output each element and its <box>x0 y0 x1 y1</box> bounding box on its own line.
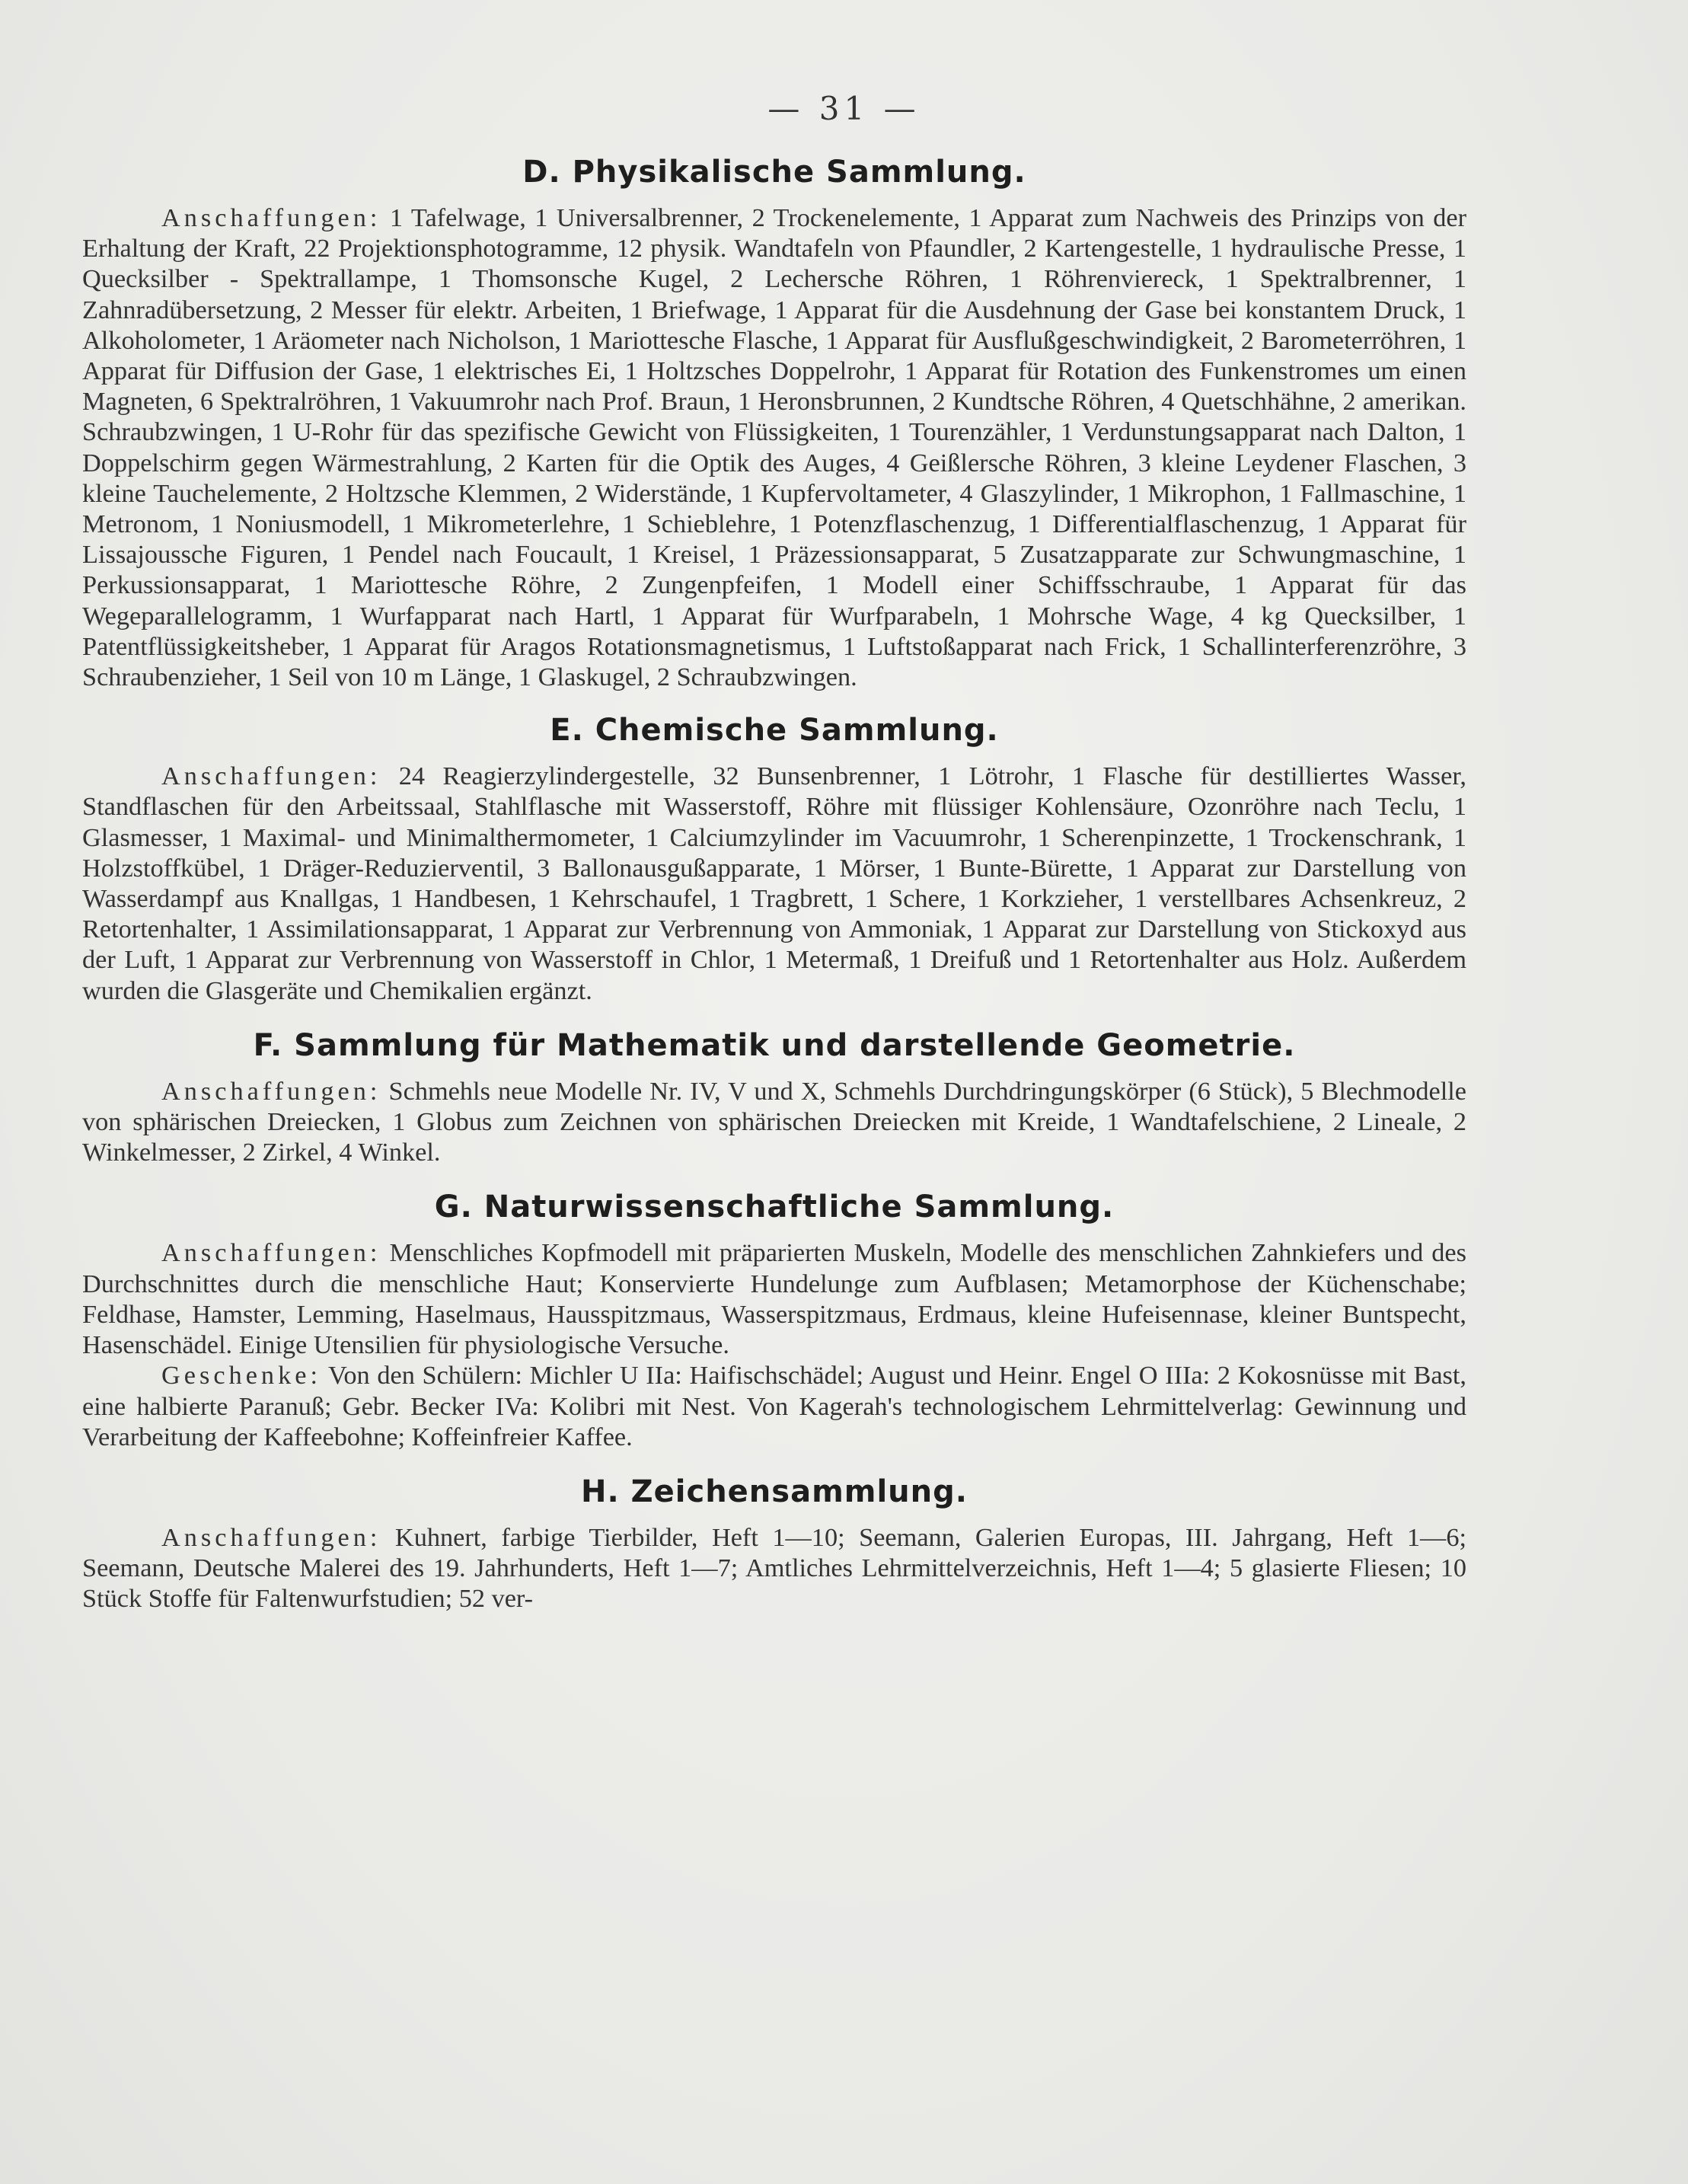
paragraph-text: 1 Tafelwage, 1 Universalbrenner, 2 Trockenelemente, 1 Apparat zum Nachweis des Prinzips von der Erhaltung der Kraft, 22 Projektionsphotogramme, 12 physik. Wandtafeln von Pfaundler, 2 Kartengestelle, 1 hydraulische Presse, 1 Quecksilber - Spektrallampe, 1 Thomsonsche Kugel, 2 Lechersche Röhren, 1 Röhrenviereck, 1 Spektralbrenner, 1 Zahnradübersetzung, 2 Messer für elektr. Arbeiten, 1 Briefwage, 1 Apparat für die Ausdehnung der Gase bei konstantem Druck, 1 Alkoholometer, 1 Aräometer nach Nicholson, 1 Mariottesche Flasche, 1 Apparat für Ausflußgeschwindigkeit, 2 Barometerröhren, 1 Apparat für Diffusion der Gase, 1 elektrisches Ei, 1 Holtzsches Doppelrohr, 1 Apparat für Rotation des Funkenstromes um einen Magneten, 6 Spektralröhren, 1 Vakuumrohr nach Prof. Braun, 1 Heronsbrunnen, 2 Kundtsche Röhren, 4 Quetschhähne, 2 amerikan. Schraubzwingen, 1 U-Rohr für das spezifische Gewicht von Flüssigkeiten, 1 Tourenzähler, 1 Verdunstungsapparat nach Dalton, 1 Doppelschirm gegen Wärmestrahlung, 2 Karten für die Optik des Auges, 4 Geißlersche Röhren, 3 kleine Leydener Flaschen, 3 kleine Tauchelemente, 2 Holtzsche Klemmen, 2 Widerstände, 1 Kupfervoltameter, 4 Glaszylinder, 1 Mikrophon, 1 Fallmaschine, 1 Metronom, 1 Noniusmodell, 1 Mikrometerlehre, 1 Schieblehre, 1 Potenzflaschenzug, 1 Differentialflaschenzug, 1 Apparat für Lissajoussche Figuren, 1 Pendel nach Foucault, 1 Kreisel, 1 Präzessionsapparat, 5 Zusatzapparate zur Schwungmaschine, 1 Perkussionsapparat, 1 Mariottesche Röhre, 2 Zungenpfeifen, 1 Modell einer Schiffsschraube, 1 Apparat für das Wegeparallelogramm, 1 Wurfapparat nach Hartl, 1 Apparat für Wurfparabeln, 1 Mohrsche Wage, 4 kg Quecksilber, 1 Patentflüssigkeitsheber, 1 Apparat für Aragos Rotationsmagnetismus, 1 Luftstoßapparat nach Frick, 1 Schallinterferenzröhre, 3 Schraubenzieher, 1 Seil von 10 m Länge, 1 Glaskugel, 2 Schraubzwingen. <box>82 203 1466 692</box>
section-paragraph <box>82 1237 1466 1360</box>
section-paragraph-gifts <box>82 1360 1466 1452</box>
section-physics-collection <box>82 152 1466 692</box>
section-heading: G. Naturwissenschaftliche Sammlung. <box>434 1189 1115 1225</box>
paragraph-lead: Anschaffungen: <box>161 1238 381 1268</box>
paragraph-lead: Geschenke: <box>161 1361 321 1391</box>
section-paragraph <box>82 203 1466 692</box>
paragraph-text: Kuhnert, farbige Tierbilder, Heft 1—10; Seemann, Galerien Europas, III. Jahrgang, Heft 1—6; Seemann, Deutsche Malerei des 19. Jahrhunderts, Heft 1—7; Amtliches Lehrmittelverzeichnis, Heft 1—4; 5 glasierte Fliesen; 10 Stück Stoffe für Faltenwurfstudien; 52 ver- <box>82 1522 1466 1614</box>
paragraph-lead: Anschaffungen: <box>161 762 381 791</box>
paragraph-text: 24 Reagierzylindergestelle, 32 Bunsenbrenner, 1 Lötrohr, 1 Flasche für destilliertes Wasser, Standflaschen für den Arbeitssaal, Stahlflasche mit Wasserstoff, Röhre mit flüssiger Kohlensäure, Ozonröhre nach Teclu, 1 Glasmesser, 1 Maximal- und Minimalthermometer, 1 Calciumzylinder im Vacuumrohr, 1 Scherenpinzette, 1 Trockenschrank, 1 Holzstoffkübel, 1 Dräger-Reduzierventil, 3 Ballonausgußapparate, 1 Mörser, 1 Bunte-Bürette, 1 Apparat zur Darstellung von Wasserdampf aus Knallgas, 1 Handbesen, 1 Kehrschaufel, 1 Tragbrett, 1 Schere, 1 Korkzieher, 1 verstellbares Achsenkreuz, 2 Retortenhalter, 1 Assimilationsapparat, 1 Apparat zur Verbrennung von Ammoniak, 1 Apparat zur Darstellung von Stickoxyd aus der Luft, 1 Apparat zur Verbrennung von Wasserstoff in Chlor, 1 Metermaß, 1 Dreifuß und 1 Retortenhalter aus Holz. Außerdem wurden die Glasgeräte und Chemikalien ergänzt. <box>82 762 1466 1005</box>
paragraph-lead: Anschaffungen: <box>161 203 381 232</box>
page-number: — 31 — <box>767 90 921 127</box>
paragraph-text: Von den Schülern: Michler U IIa: Haifischschädel; August und Heinr. Engel O IIIa: 2 Kokosnüsse mit Bast, eine halbierte Paranuß; Gebr. Becker IVa: Kolibri mit Nest. Von Kagerah's technologischem Lehrmittelverlag: Gewinnung und Verarbeitung der Kaffeebohne; Koffeinfreier Kaffee. <box>82 1361 1466 1451</box>
section-paragraph <box>82 1076 1466 1168</box>
section-heading: E. Chemische Sammlung. <box>550 713 999 749</box>
section-mathematics-collection <box>82 1026 1466 1168</box>
paragraph-text: Schmehls neue Modelle Nr. IV, V und X, Schmehls Durchdringungskörper (6 Stück), 5 Blechmodelle von sphärischen Dreiecken, 1 Globus zum Zeichnen von sphärischen Dreiecken mit Kreide, 1 Wandtafelschiene, 2 Lineale, 2 Winkelmesser, 2 Zirkel, 4 Winkel. <box>82 1076 1466 1167</box>
section-chemistry-collection <box>82 710 1466 1006</box>
page-content <box>82 152 1466 1634</box>
section-heading: H. Zeichensammlung. <box>581 1474 968 1509</box>
paragraph-lead: Anschaffungen: <box>161 1076 381 1106</box>
section-paragraph <box>82 761 1466 1006</box>
section-natural-science-collection <box>82 1187 1466 1451</box>
section-heading: F. Sammlung für Mathematik und darstellende Geometrie. <box>253 1027 1296 1063</box>
section-paragraph <box>82 1522 1466 1614</box>
paragraph-text: Menschliches Kopfmodell mit präparierten Muskeln, Modelle des menschlichen Zahnkiefers und des Durchschnittes durch die menschliche Haut; Konservierte Hundelunge zum Aufblasen; Metamorphose der Küchenschabe; Feldhase, Hamster, Lemming, Haselmaus, Hausspitzmaus, Wasserspitzmaus, Erdmaus, kleine Hufeisennase, kleiner Buntspecht, Hasenschädel. Einige Utensilien für physiologische Versuche. <box>82 1238 1466 1360</box>
section-drawing-collection <box>82 1472 1466 1614</box>
section-heading: D. Physikalische Sammlung. <box>522 155 1026 190</box>
paragraph-lead: Anschaffungen: <box>161 1522 381 1552</box>
